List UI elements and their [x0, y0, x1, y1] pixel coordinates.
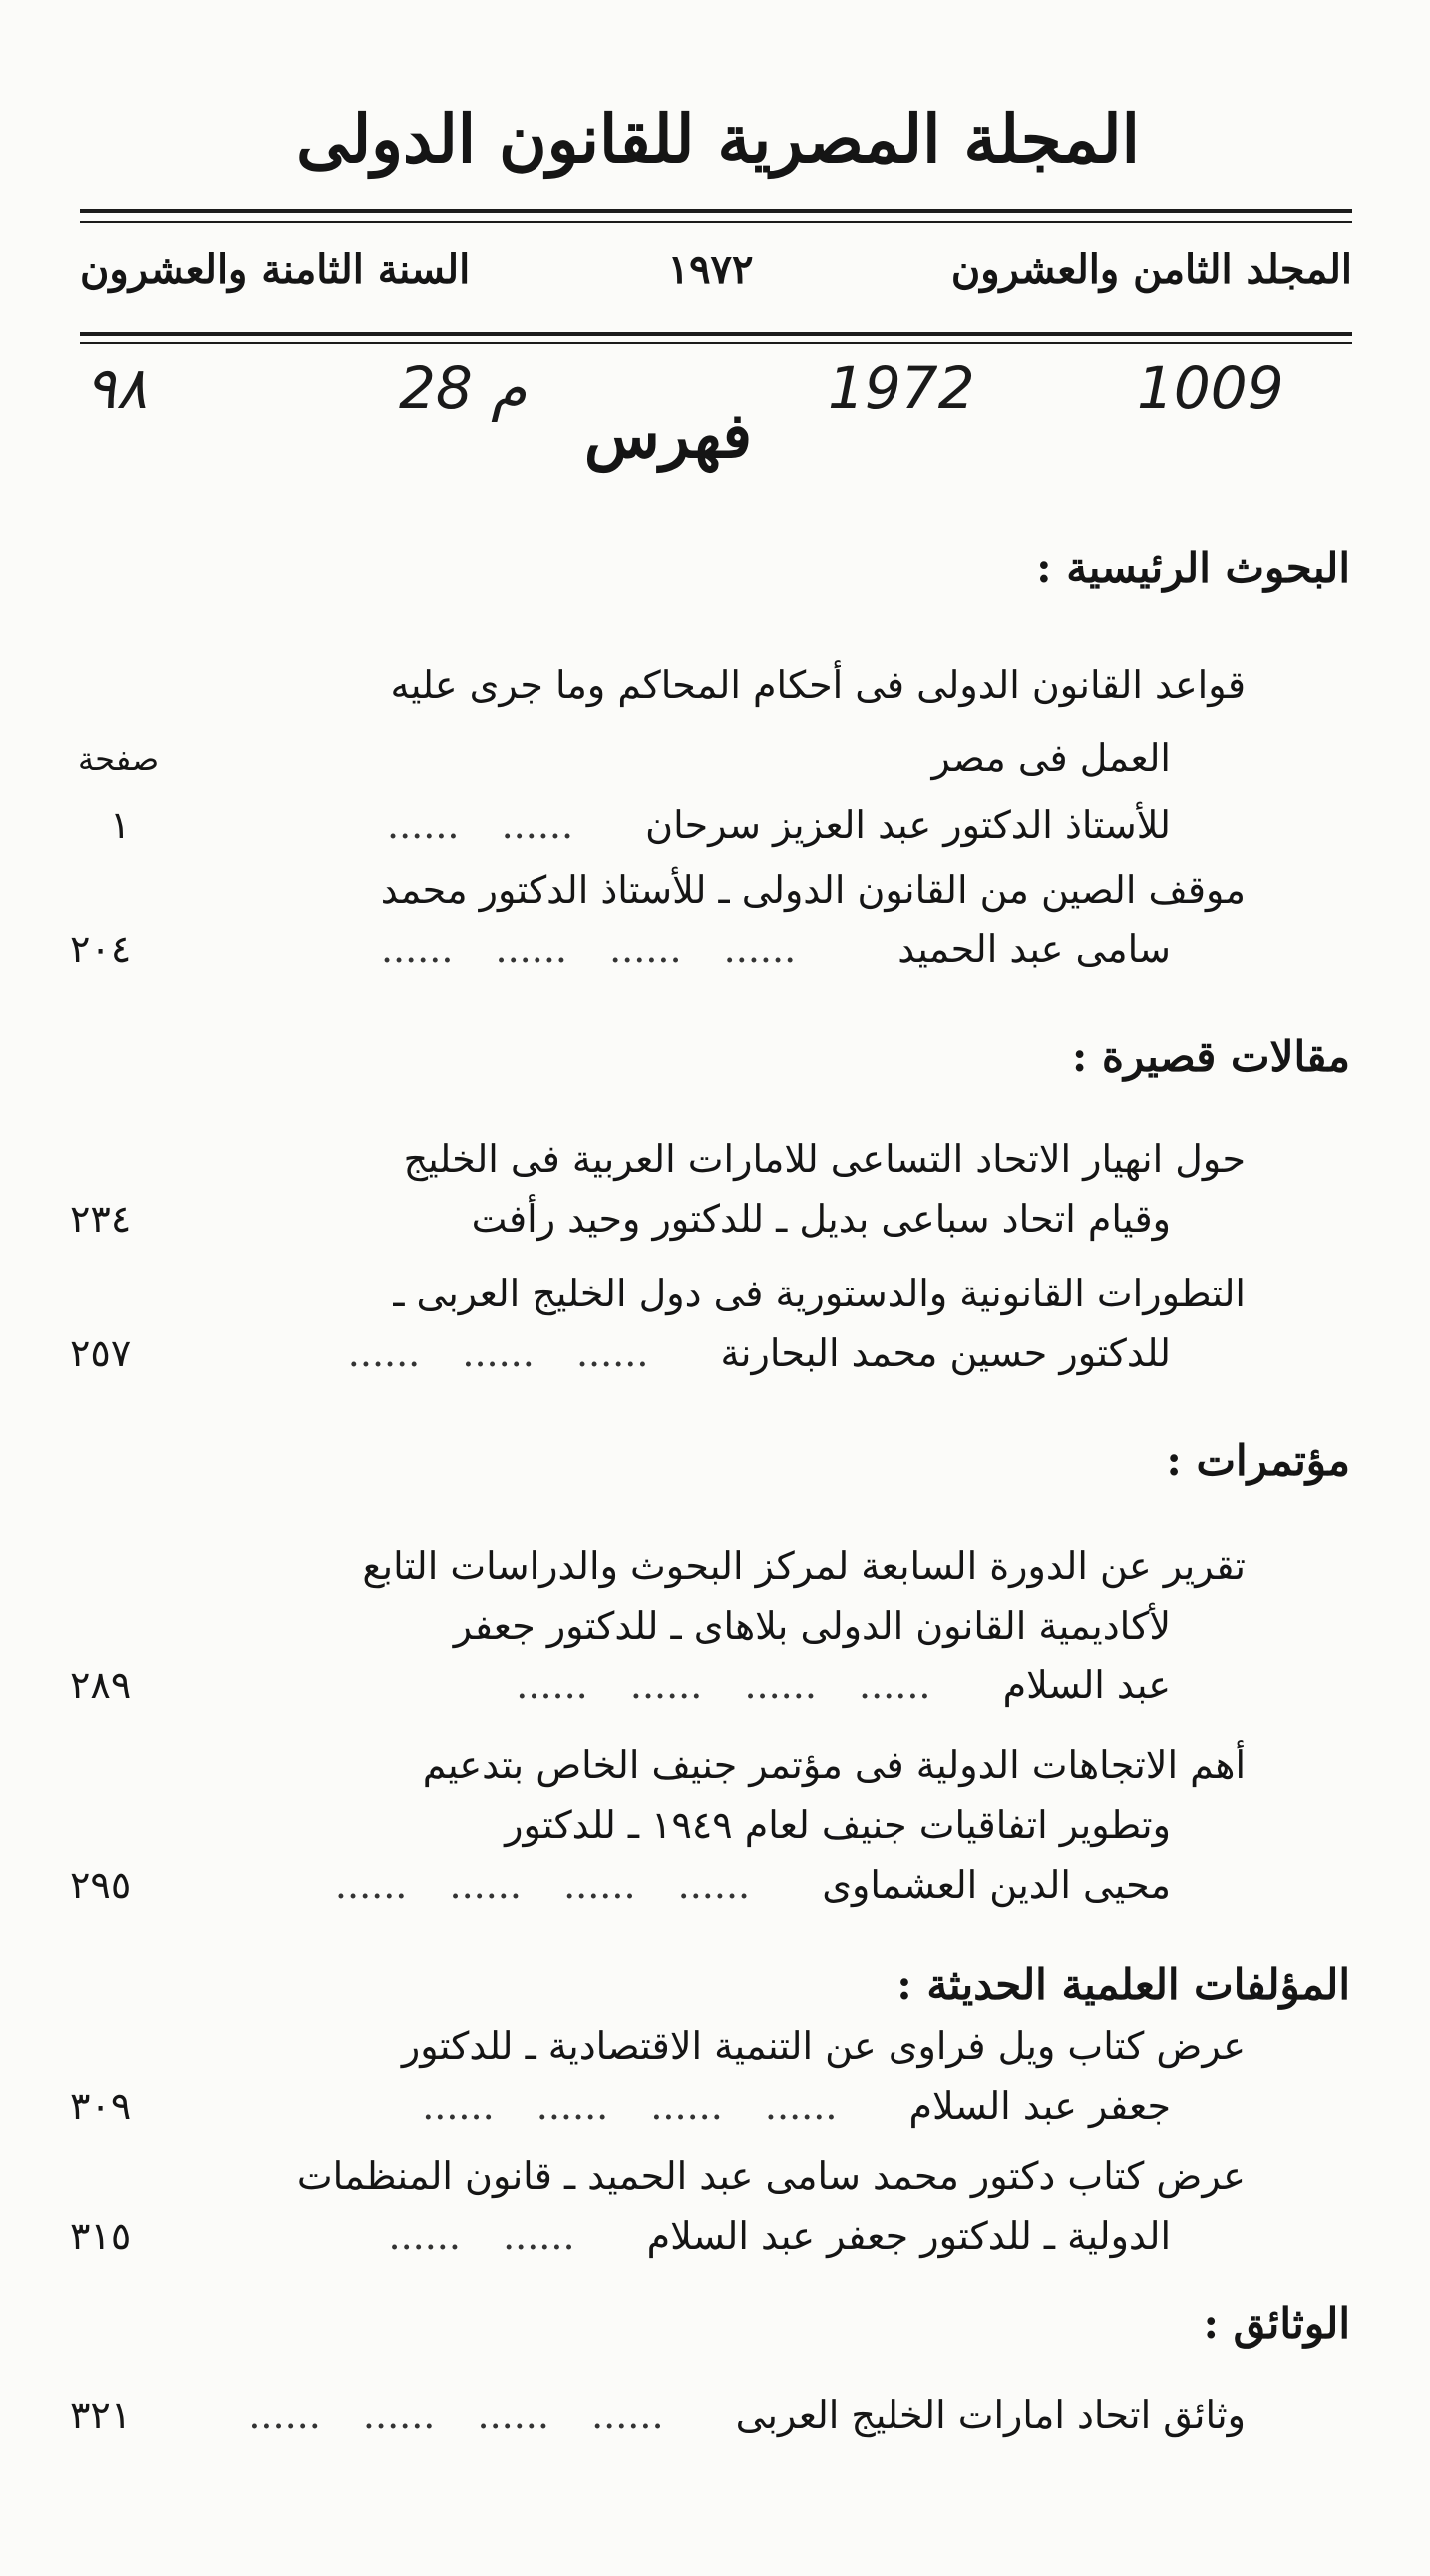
entry-author: للأستاذ الدكتور عبد العزيز سرحان [645, 803, 1171, 847]
entry-line-with-dots [422, 2084, 1171, 2128]
entry-author: الدولية ـ للدكتور جعفر عبد السلام [646, 2214, 1171, 2258]
volume-label: المجلد الثامن والعشرون [950, 245, 1352, 293]
leader-dots: ...... [516, 1663, 588, 1707]
entry-line: العمل فى مصر [931, 736, 1171, 780]
leader-dots: ...... [462, 1331, 535, 1375]
page-column-label: صفحة [78, 740, 160, 778]
page-number: ٣١٥ [70, 2214, 132, 2258]
entry-line: وقيام اتحاد سباعى بديل ـ للدكتور وحيد رأفت [471, 1197, 1171, 1241]
section-heading-main-research: البحوث الرئيسية : [1036, 544, 1350, 592]
leader-dots: ...... [422, 2084, 495, 2128]
page-number: ٢٩٥ [70, 1863, 132, 1907]
entry-author: عبد السلام [1002, 1663, 1171, 1707]
entry-line-with-dots [387, 803, 1171, 847]
entry-author: محيى الدين العشماوى [822, 1863, 1171, 1907]
leader-dots: ...... [380, 927, 454, 971]
entry-line: تقرير عن الدورة السابعة لمركز البحوث والدراسات التابع [362, 1544, 1246, 1588]
page-number: ٢٠٤ [70, 927, 132, 971]
entry-line: التطورات القانونية والدستورية فى دول الخليج العربى ـ [393, 1272, 1246, 1315]
entry-line: قواعد القانون الدولى فى أحكام المحاكم وما جرى عليه [390, 663, 1246, 707]
entry-author: سامى عبد الحميد [897, 927, 1171, 971]
entry-line: عرض كتاب ويل فراوى عن التنمية الاقتصادية ـ للدكتور [401, 2024, 1246, 2068]
year-ordinal-label: السنة الثامنة والعشرون [80, 245, 471, 293]
leader-dots: ...... [764, 2084, 838, 2128]
entry-line: لأكاديمية القانون الدولى بلاهاى ـ للدكتور جعفر [453, 1604, 1171, 1648]
entry-line-with-dots [248, 2393, 1246, 2437]
handwritten-number: 1009 [1137, 354, 1284, 422]
leader-dots: ...... [334, 1863, 408, 1907]
entry-line: حول انهيار الاتحاد التساعى للامارات العربية فى الخليج [403, 1137, 1246, 1181]
leader-dots: ...... [536, 2084, 609, 2128]
page-number: ١ [110, 803, 131, 847]
leader-dots: ...... [744, 1663, 817, 1707]
page-number: ٢٥٧ [70, 1331, 132, 1375]
leader-dots: ...... [591, 2393, 664, 2437]
entry-author: للدكتور حسين محمد البحارنة [720, 1331, 1171, 1375]
leader-dots: ...... [248, 2393, 321, 2437]
leader-dots: ...... [677, 1863, 751, 1907]
index-title: فهرس [583, 399, 753, 472]
leader-dots: ...... [503, 2214, 575, 2258]
top-rule-2 [80, 221, 1352, 223]
leader-dots: ...... [859, 1663, 931, 1707]
leader-dots: ...... [388, 2214, 461, 2258]
mid-rule-2 [80, 342, 1352, 344]
page-number: ٢٣٤ [70, 1197, 132, 1241]
entry-line-with-dots [516, 1663, 1171, 1707]
top-rule-1 [80, 209, 1352, 213]
handwritten-volume-mark: م 28 [399, 354, 528, 422]
volume-line [80, 239, 1352, 299]
section-heading-modern-works: المؤلفات العلمية الحديثة : [896, 1960, 1350, 2009]
leader-dots: ...... [629, 1663, 703, 1707]
page-number: ٣٢١ [70, 2393, 132, 2437]
leader-dots: ...... [449, 1863, 522, 1907]
leader-dots: ...... [609, 927, 682, 971]
leader-dots: ...... [362, 2393, 436, 2437]
handwritten-left-number: ٩٨ [85, 354, 148, 422]
entry-line: عرض كتاب دكتور محمد سامى عبد الحميد ـ قانون المنظمات [296, 2154, 1246, 2198]
journal-title: المجلة المصرية للقانون الدولى [296, 100, 1140, 178]
section-heading-documents: الوثائق : [1203, 2299, 1350, 2348]
leader-dots: ...... [477, 2393, 549, 2437]
section-heading-conferences: مؤتمرات : [1166, 1436, 1350, 1485]
leader-dots: ...... [575, 1331, 649, 1375]
leader-dots: ...... [387, 803, 460, 847]
year-label: ١٩٧٢ [667, 245, 754, 293]
section-heading-short-articles: مقالات قصيرة : [1071, 1032, 1350, 1081]
leader-dots: ...... [495, 927, 567, 971]
page-number: ٢٨٩ [70, 1663, 132, 1707]
entry-line: أهم الاتجاهات الدولية فى مؤتمر جنيف الخاص بتدعيم [422, 1743, 1246, 1787]
entry-line-with-dots [348, 1331, 1171, 1375]
entry-line: موقف الصين من القانون الدولى ـ للأستاذ الدكتور محمد [380, 868, 1246, 912]
page-number: ٣٠٩ [70, 2084, 132, 2128]
leader-dots: ...... [723, 927, 797, 971]
leader-dots: ...... [347, 1331, 421, 1375]
handwritten-year: 1972 [828, 354, 975, 422]
entry-line-with-dots [381, 927, 1171, 971]
leader-dots: ...... [650, 2084, 723, 2128]
entry-line-with-dots [388, 2214, 1171, 2258]
leader-dots: ...... [501, 803, 574, 847]
entry-line-with-dots [335, 1863, 1171, 1907]
entry-line: وتطوير اتفاقيات جنيف لعام ١٩٤٩ ـ للدكتور [505, 1803, 1171, 1847]
entry-author: جعفر عبد السلام [908, 2084, 1171, 2128]
leader-dots: ...... [563, 1863, 636, 1907]
entry-title: وثائق اتحاد امارات الخليج العربى [735, 2393, 1246, 2437]
mid-rule-1 [80, 332, 1352, 336]
